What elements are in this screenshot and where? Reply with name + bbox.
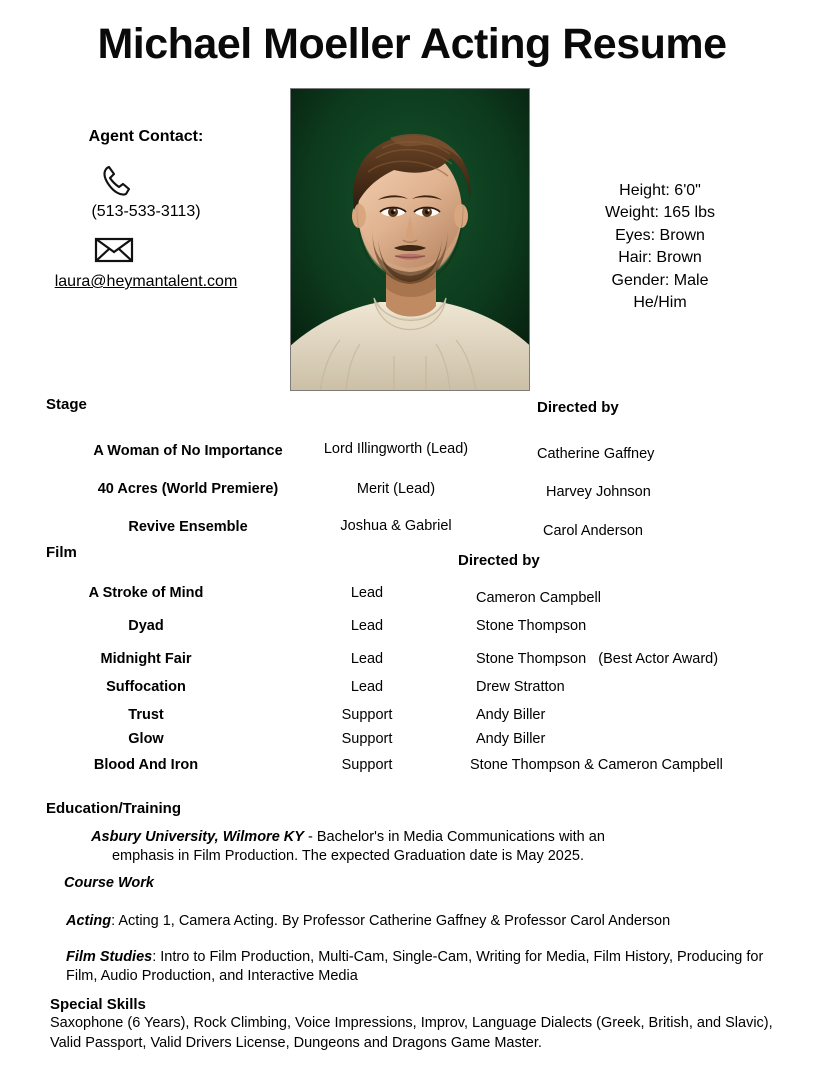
film-studies-detail: : Intro to Film Production, Multi-Cam, Single-Cam, Writing for Media, Film History, Producing for Film, Audio Production, and Interactive Media [66,949,764,984]
stage-credit-title: 40 Acres (World Premiere) [97,481,279,497]
stat-weight: Weight: 165 lbs [605,204,715,222]
film-credit-director: Stone Thompson & Cameron Campbell [470,757,723,773]
film-credit-role: Lead [350,679,384,695]
special-skills-heading: Special Skills [50,996,146,1013]
film-section-heading: Film [46,544,77,561]
film-credit-role: Support [341,731,393,747]
stat-pronouns: He/Him [633,294,687,312]
physical-stats [555,180,765,314]
film-credit-role: Lead [350,618,384,634]
film-credit-role: Lead [350,585,384,601]
stage-credit-role: Joshua & Gabriel [340,518,452,534]
film-credit-role: Lead [350,651,384,667]
headshot-photo [290,88,530,391]
film-directed-by-header: Directed by [458,552,540,569]
stat-gender: Gender: Male [611,271,709,289]
film-credit-title: Midnight Fair [100,651,192,667]
stage-credit-director: Carol Anderson [543,523,643,539]
film-credit-role: Support [341,707,393,723]
acting-course-entry [66,912,766,931]
stat-eyes: Eyes: Brown [615,226,705,244]
acting-course-label: Acting [66,913,112,929]
film-credit-title: Trust [128,707,164,723]
film-credit-title: Suffocation [106,679,186,695]
film-credit-director: Andy Biller [476,707,546,723]
stage-directed-by-header: Directed by [537,399,619,416]
stage-credit-director: Catherine Gaffney [537,446,655,462]
film-credit-title: Glow [128,731,164,747]
film-credit-director: Cameron Campbell [476,590,601,606]
stage-credit-title: Revive Ensemble [128,519,248,535]
film-credit-title: Blood And Iron [93,757,199,773]
education-school-detail-line2: emphasis in Film Production. The expected Graduation date is May 2025. [111,848,585,864]
film-studies-entry [66,948,772,986]
special-skills-text: Saxophone (6 Years), Rock Climbing, Voice Impressions, Improv, Language Dialects (Greek, British, and Slavic), Valid Passport, Valid Drivers License, Dungeons and Dragons Game Master. [50,1015,773,1051]
acting-course-detail: : Acting 1, Camera Acting. By Professor Catherine Gaffney & Professor Carol Anderson [111,913,671,929]
agent-phone-number[interactable]: (513-533-3113) [91,203,201,220]
stage-credit-role: Merit (Lead) [356,481,436,497]
film-credit-director: Stone Thompson (Best Actor Award) [476,651,719,667]
agent-contact-label: Agent Contact: [88,128,204,145]
education-school: Asbury University, Wilmore KY [91,829,304,845]
stat-hair: Hair: Brown [618,249,702,267]
agent-email-link[interactable]: laura@heymantalent.com [54,273,238,290]
film-credit-title: A Stroke of Mind [88,585,204,601]
education-school-detail: - Bachelor's in Media Communications with an [303,829,605,845]
stage-credit-director: Harvey Johnson [546,484,651,500]
film-credit-director: Drew Stratton [476,679,565,695]
stage-credit-title: A Woman of No Importance [93,443,283,459]
phone-handset-icon [96,162,142,202]
film-credit-director: Andy Biller [476,731,546,747]
film-credit-role: Support [341,757,393,773]
stage-credit-role: Lord Illingworth (Lead) [323,441,469,457]
education-entry [68,828,628,866]
education-section-heading: Education/Training [46,800,182,817]
page-title: Michael Moeller Acting Resume [97,20,727,68]
film-credit-director: Stone Thompson [476,618,587,634]
envelope-icon [94,236,134,264]
stat-height: Height: 6'0" [619,182,701,199]
course-work-label: Course Work [64,875,154,891]
stage-section-heading: Stage [46,396,87,413]
film-credit-title: Dyad [128,618,164,634]
film-studies-label: Film Studies [66,949,153,965]
